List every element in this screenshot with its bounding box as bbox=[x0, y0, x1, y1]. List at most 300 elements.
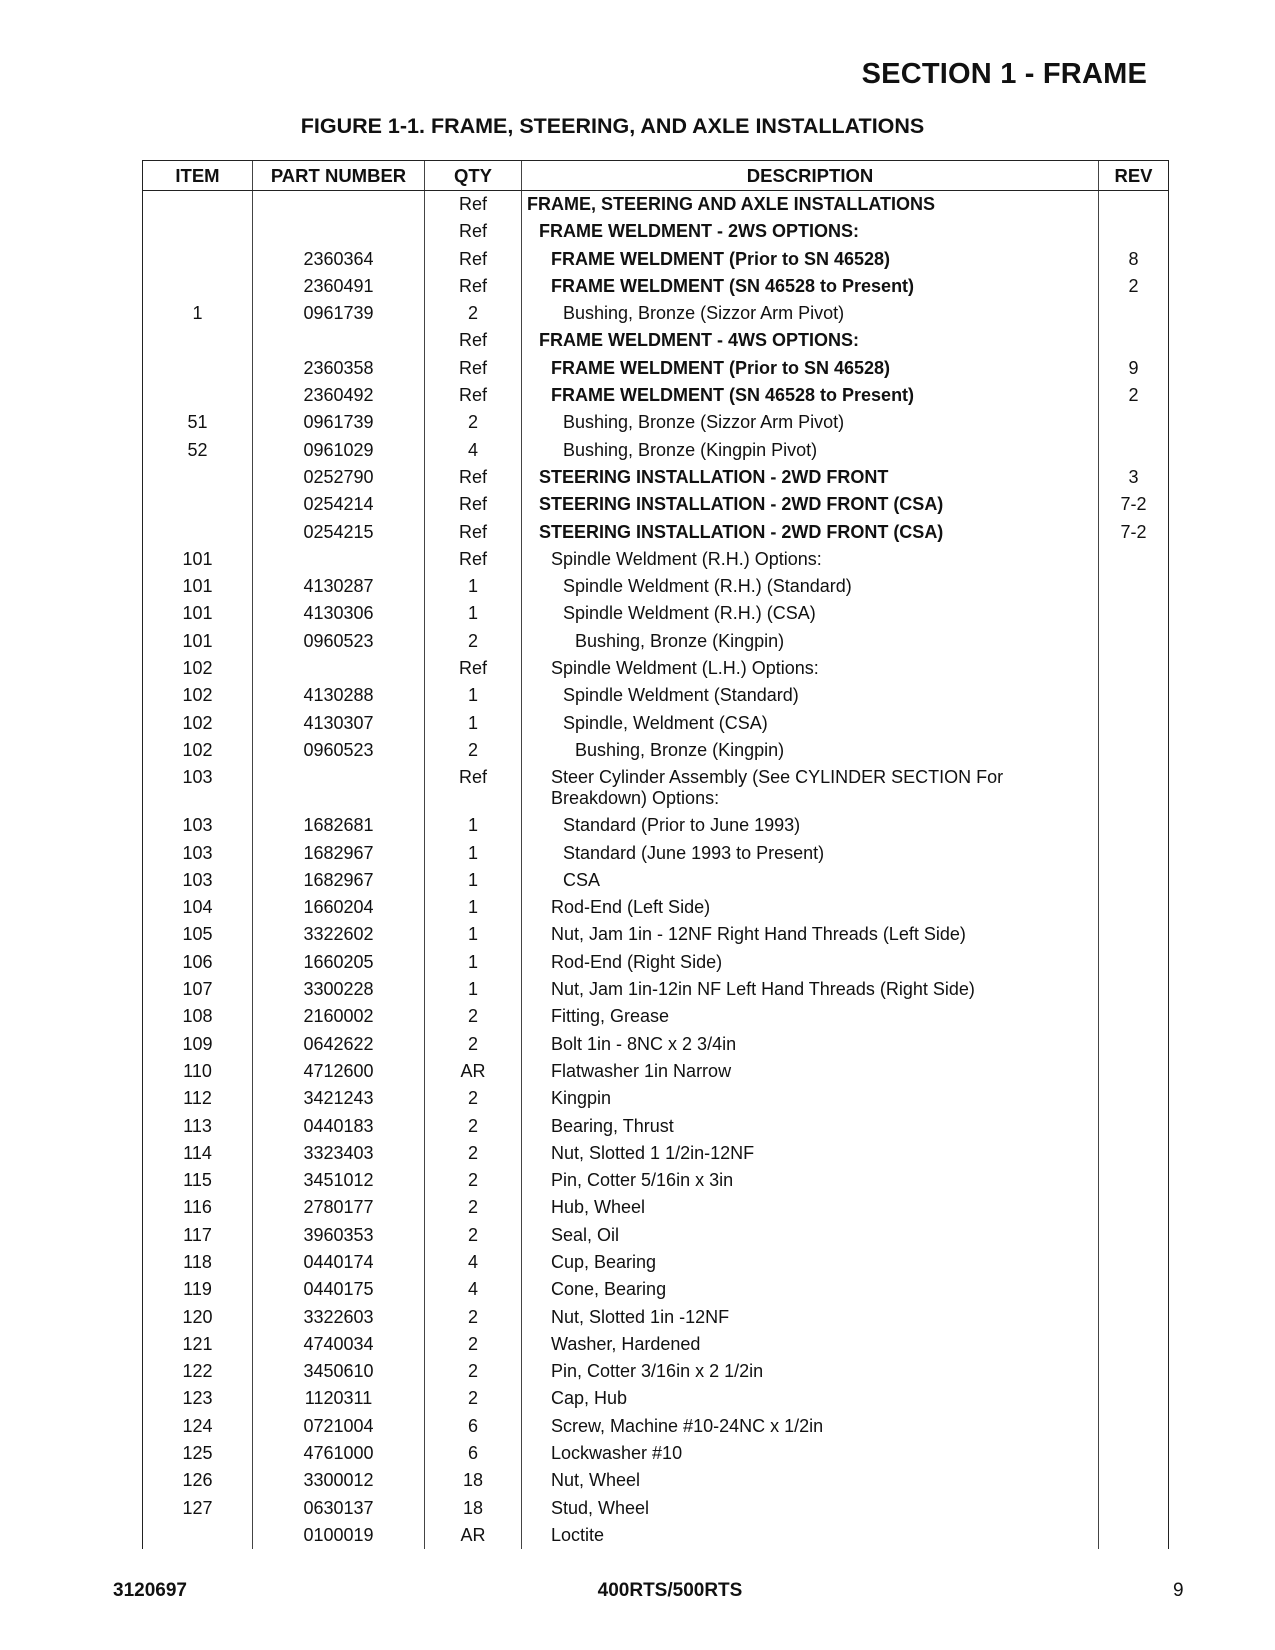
cell-qty: 1 bbox=[425, 867, 522, 894]
cell-part-number: 0960523 bbox=[253, 737, 425, 764]
cell-qty: Ref bbox=[425, 273, 522, 300]
cell-item: 117 bbox=[143, 1222, 253, 1249]
table-row bbox=[143, 894, 1168, 921]
cell-description: Screw, Machine #10-24NC x 1/2in bbox=[522, 1413, 1099, 1440]
cell-part-number: 0961739 bbox=[253, 409, 425, 436]
cell-rev bbox=[1099, 1140, 1168, 1167]
cell-rev bbox=[1099, 921, 1168, 948]
cell-description: FRAME WELDMENT (SN 46528 to Present) bbox=[522, 382, 1099, 409]
table-row bbox=[143, 628, 1168, 655]
cell-part-number: 1682681 bbox=[253, 812, 425, 839]
table-row bbox=[143, 976, 1168, 1003]
cell-part-number: 0961029 bbox=[253, 437, 425, 464]
cell-part-number: 3300228 bbox=[253, 976, 425, 1003]
cell-rev bbox=[1099, 1413, 1168, 1440]
cell-rev bbox=[1099, 1522, 1168, 1549]
cell-part-number: 1682967 bbox=[253, 840, 425, 867]
cell-item: 113 bbox=[143, 1113, 253, 1140]
cell-description: Standard (June 1993 to Present) bbox=[522, 840, 1099, 867]
cell-item: 51 bbox=[143, 409, 253, 436]
cell-rev: 7-2 bbox=[1120, 494, 1147, 515]
cell-rev: 7-2 bbox=[1120, 521, 1147, 542]
cell-qty: Ref bbox=[425, 655, 522, 682]
cell-qty: 18 bbox=[425, 1467, 522, 1494]
cell-qty: 6 bbox=[425, 1440, 522, 1467]
cell-description: FRAME WELDMENT - 2WS OPTIONS: bbox=[522, 218, 1099, 245]
cell-description: STEERING INSTALLATION - 2WD FRONT (CSA) bbox=[522, 491, 1099, 518]
parts-table bbox=[142, 160, 1169, 1549]
cell-qty: 1 bbox=[425, 976, 522, 1003]
table-row bbox=[143, 949, 1168, 976]
cell-qty: Ref bbox=[425, 464, 522, 491]
cell-description: Flatwasher 1in Narrow bbox=[522, 1058, 1099, 1085]
header-description: DESCRIPTION bbox=[522, 161, 1099, 190]
cell-qty: 2 bbox=[425, 628, 522, 655]
table-row bbox=[143, 437, 1168, 464]
cell-description: Bushing, Bronze (Sizzor Arm Pivot) bbox=[522, 409, 1099, 436]
table-row bbox=[143, 1304, 1168, 1331]
table-row bbox=[143, 1385, 1168, 1412]
cell-rev: 3 bbox=[1128, 466, 1139, 487]
table-row bbox=[143, 273, 1168, 300]
cell-qty: 2 bbox=[425, 1140, 522, 1167]
cell-description: Bushing, Bronze (Sizzor Arm Pivot) bbox=[522, 300, 1099, 327]
cell-item bbox=[143, 1522, 253, 1549]
cell-item: 123 bbox=[143, 1385, 253, 1412]
cell-description: STEERING INSTALLATION - 2WD FRONT (CSA) bbox=[522, 519, 1099, 546]
cell-rev bbox=[1099, 1440, 1168, 1467]
cell-item: 103 bbox=[143, 764, 253, 812]
table-row bbox=[143, 737, 1168, 764]
cell-description: CSA bbox=[522, 867, 1099, 894]
table-row bbox=[143, 464, 1168, 491]
cell-item bbox=[143, 382, 253, 409]
cell-rev: 8 bbox=[1128, 248, 1139, 269]
cell-item: 102 bbox=[143, 710, 253, 737]
cell-rev bbox=[1099, 682, 1168, 709]
cell-qty: 2 bbox=[425, 1113, 522, 1140]
table-row bbox=[143, 600, 1168, 627]
cell-rev: 2 bbox=[1128, 385, 1139, 406]
cell-rev bbox=[1099, 1113, 1168, 1140]
table-row bbox=[143, 300, 1168, 327]
cell-rev bbox=[1099, 949, 1168, 976]
cell-part-number: 1660205 bbox=[253, 949, 425, 976]
table-row bbox=[143, 867, 1168, 894]
cell-rev bbox=[1099, 976, 1168, 1003]
table-row bbox=[143, 1358, 1168, 1385]
table-row bbox=[143, 682, 1168, 709]
cell-rev bbox=[1099, 1358, 1168, 1385]
cell-rev bbox=[1099, 1003, 1168, 1030]
cell-rev bbox=[1099, 1467, 1168, 1494]
cell-rev bbox=[1099, 218, 1168, 245]
cell-rev bbox=[1099, 710, 1168, 737]
cell-description: FRAME WELDMENT (Prior to SN 46528) bbox=[522, 246, 1099, 273]
cell-item: 107 bbox=[143, 976, 253, 1003]
cell-item: 101 bbox=[143, 628, 253, 655]
cell-part-number: 0642622 bbox=[253, 1031, 425, 1058]
cell-part-number: 0440174 bbox=[253, 1249, 425, 1276]
cell-rev: 2 bbox=[1128, 275, 1139, 296]
cell-qty: 2 bbox=[425, 1003, 522, 1030]
footer-doc-number: 3120697 bbox=[113, 1580, 187, 1601]
cell-qty: 2 bbox=[425, 1385, 522, 1412]
table-row bbox=[143, 246, 1168, 273]
cell-rev bbox=[1099, 409, 1168, 436]
cell-rev bbox=[1099, 737, 1168, 764]
cell-rev bbox=[1099, 191, 1168, 218]
cell-item: 115 bbox=[143, 1167, 253, 1194]
cell-item bbox=[143, 246, 253, 273]
cell-description: Nut, Jam 1in-12in NF Left Hand Threads (Right Side) bbox=[522, 976, 1099, 1003]
cell-part-number: 4130288 bbox=[253, 682, 425, 709]
cell-item: 118 bbox=[143, 1249, 253, 1276]
table-row bbox=[143, 1194, 1168, 1221]
cell-part-number: 0961739 bbox=[253, 300, 425, 327]
cell-description: FRAME, STEERING AND AXLE INSTALLATIONS bbox=[522, 191, 1099, 218]
cell-description: Nut, Slotted 1in -12NF bbox=[522, 1304, 1099, 1331]
cell-part-number: 3451012 bbox=[253, 1167, 425, 1194]
table-row bbox=[143, 1140, 1168, 1167]
cell-rev bbox=[1099, 894, 1168, 921]
table-row bbox=[143, 1440, 1168, 1467]
cell-qty: 2 bbox=[425, 1031, 522, 1058]
cell-qty: Ref bbox=[425, 519, 522, 546]
cell-part-number: 3323403 bbox=[253, 1140, 425, 1167]
cell-qty: 18 bbox=[425, 1495, 522, 1522]
cell-description: Fitting, Grease bbox=[522, 1003, 1099, 1030]
cell-description: FRAME WELDMENT - 4WS OPTIONS: bbox=[522, 327, 1099, 354]
table-row bbox=[143, 812, 1168, 839]
section-title: SECTION 1 - FRAME bbox=[861, 58, 1147, 90]
cell-part-number: 2360358 bbox=[253, 355, 425, 382]
cell-item: 116 bbox=[143, 1194, 253, 1221]
cell-item bbox=[143, 491, 253, 518]
cell-item: 1 bbox=[143, 300, 253, 327]
cell-description: STEERING INSTALLATION - 2WD FRONT bbox=[522, 464, 1099, 491]
cell-qty: 2 bbox=[425, 737, 522, 764]
cell-description: Bushing, Bronze (Kingpin) bbox=[522, 737, 1099, 764]
table-row bbox=[143, 1495, 1168, 1522]
cell-part-number: 4712600 bbox=[253, 1058, 425, 1085]
cell-description: Spindle Weldment (R.H.) (CSA) bbox=[522, 600, 1099, 627]
table-row bbox=[143, 840, 1168, 867]
cell-item: 102 bbox=[143, 737, 253, 764]
cell-qty: 1 bbox=[425, 894, 522, 921]
header-qty: QTY bbox=[425, 161, 522, 190]
cell-item: 101 bbox=[143, 573, 253, 600]
header-item: ITEM bbox=[143, 161, 253, 190]
cell-rev bbox=[1099, 1031, 1168, 1058]
cell-part-number: 2360364 bbox=[253, 246, 425, 273]
table-row bbox=[143, 1467, 1168, 1494]
cell-part-number: 0252790 bbox=[253, 464, 425, 491]
cell-part-number: 0960523 bbox=[253, 628, 425, 655]
table-row bbox=[143, 1085, 1168, 1112]
cell-qty: 2 bbox=[425, 300, 522, 327]
cell-rev: 9 bbox=[1128, 357, 1139, 378]
table-row bbox=[143, 1058, 1168, 1085]
cell-description: Standard (Prior to June 1993) bbox=[522, 812, 1099, 839]
cell-item: 119 bbox=[143, 1276, 253, 1303]
cell-part-number: 0254214 bbox=[253, 491, 425, 518]
cell-rev bbox=[1099, 1276, 1168, 1303]
cell-rev bbox=[1099, 655, 1168, 682]
cell-qty: Ref bbox=[425, 327, 522, 354]
cell-qty: Ref bbox=[425, 191, 522, 218]
cell-rev bbox=[1099, 300, 1168, 327]
cell-description: Washer, Hardened bbox=[522, 1331, 1099, 1358]
table-row bbox=[143, 1031, 1168, 1058]
table-row bbox=[143, 519, 1168, 546]
cell-description: Pin, Cotter 5/16in x 3in bbox=[522, 1167, 1099, 1194]
cell-part-number: 4130287 bbox=[253, 573, 425, 600]
table-row bbox=[143, 355, 1168, 382]
cell-item: 112 bbox=[143, 1085, 253, 1112]
table-row bbox=[143, 1113, 1168, 1140]
cell-rev bbox=[1099, 600, 1168, 627]
cell-item: 127 bbox=[143, 1495, 253, 1522]
cell-item: 101 bbox=[143, 600, 253, 627]
cell-part-number: 3960353 bbox=[253, 1222, 425, 1249]
cell-rev bbox=[1099, 1331, 1168, 1358]
cell-item bbox=[143, 519, 253, 546]
cell-part-number: 3300012 bbox=[253, 1467, 425, 1494]
cell-rev bbox=[1099, 1194, 1168, 1221]
cell-qty: 1 bbox=[425, 710, 522, 737]
cell-part-number: 4761000 bbox=[253, 1440, 425, 1467]
cell-rev bbox=[1099, 573, 1168, 600]
cell-part-number bbox=[253, 191, 425, 218]
cell-part-number: 4740034 bbox=[253, 1331, 425, 1358]
footer-page-number: 9 bbox=[1173, 1580, 1184, 1601]
cell-qty: 2 bbox=[425, 1304, 522, 1331]
cell-item: 114 bbox=[143, 1140, 253, 1167]
cell-part-number: 0630137 bbox=[253, 1495, 425, 1522]
cell-part-number: 2780177 bbox=[253, 1194, 425, 1221]
cell-item: 104 bbox=[143, 894, 253, 921]
cell-item bbox=[143, 327, 253, 354]
cell-description: Steer Cylinder Assembly (See CYLINDER SECTION For Breakdown) Options: bbox=[522, 764, 1099, 812]
cell-part-number: 4130307 bbox=[253, 710, 425, 737]
table-row bbox=[143, 1331, 1168, 1358]
cell-item: 101 bbox=[143, 546, 253, 573]
table-row bbox=[143, 191, 1168, 218]
cell-description: Hub, Wheel bbox=[522, 1194, 1099, 1221]
table-row bbox=[143, 1413, 1168, 1440]
cell-qty: 2 bbox=[425, 1194, 522, 1221]
cell-item bbox=[143, 355, 253, 382]
table-row bbox=[143, 710, 1168, 737]
cell-rev bbox=[1099, 1058, 1168, 1085]
cell-qty: 2 bbox=[425, 1222, 522, 1249]
cell-description: Cup, Bearing bbox=[522, 1249, 1099, 1276]
cell-qty: Ref bbox=[425, 355, 522, 382]
cell-qty: Ref bbox=[425, 491, 522, 518]
cell-part-number: 3322602 bbox=[253, 921, 425, 948]
cell-rev bbox=[1099, 1249, 1168, 1276]
cell-item: 103 bbox=[143, 867, 253, 894]
cell-part-number: 1660204 bbox=[253, 894, 425, 921]
cell-item bbox=[143, 273, 253, 300]
figure-title: FIGURE 1-1. FRAME, STEERING, AND AXLE INSTALLATIONS bbox=[300, 114, 925, 138]
cell-qty: 1 bbox=[425, 682, 522, 709]
cell-description: Bearing, Thrust bbox=[522, 1113, 1099, 1140]
table-row bbox=[143, 382, 1168, 409]
cell-item: 109 bbox=[143, 1031, 253, 1058]
cell-item: 110 bbox=[143, 1058, 253, 1085]
cell-item bbox=[143, 218, 253, 245]
cell-qty: Ref bbox=[425, 246, 522, 273]
cell-part-number: 0440183 bbox=[253, 1113, 425, 1140]
cell-part-number: 3450610 bbox=[253, 1358, 425, 1385]
table-row bbox=[143, 573, 1168, 600]
cell-description: Kingpin bbox=[522, 1085, 1099, 1112]
table-row bbox=[143, 764, 1168, 812]
cell-part-number bbox=[253, 218, 425, 245]
table-row bbox=[143, 1222, 1168, 1249]
table-row bbox=[143, 1003, 1168, 1030]
cell-qty: 2 bbox=[425, 1085, 522, 1112]
cell-description: Cone, Bearing bbox=[522, 1276, 1099, 1303]
table-row bbox=[143, 921, 1168, 948]
cell-rev bbox=[1099, 1222, 1168, 1249]
cell-item: 122 bbox=[143, 1358, 253, 1385]
cell-item: 126 bbox=[143, 1467, 253, 1494]
cell-part-number: 2360491 bbox=[253, 273, 425, 300]
cell-item: 105 bbox=[143, 921, 253, 948]
cell-qty: 4 bbox=[425, 437, 522, 464]
cell-qty: 1 bbox=[425, 921, 522, 948]
cell-rev bbox=[1099, 764, 1168, 812]
cell-description: Nut, Wheel bbox=[522, 1467, 1099, 1494]
cell-part-number bbox=[253, 546, 425, 573]
table-row bbox=[143, 546, 1168, 573]
cell-qty: 6 bbox=[425, 1413, 522, 1440]
cell-description: Nut, Jam 1in - 12NF Right Hand Threads (Left Side) bbox=[522, 921, 1099, 948]
cell-part-number: 4130306 bbox=[253, 600, 425, 627]
cell-qty: 1 bbox=[425, 573, 522, 600]
cell-part-number: 3322603 bbox=[253, 1304, 425, 1331]
footer-model: 400RTS/500RTS bbox=[597, 1580, 743, 1601]
table-body bbox=[143, 191, 1168, 1549]
cell-item: 120 bbox=[143, 1304, 253, 1331]
cell-qty: 2 bbox=[425, 1331, 522, 1358]
cell-item: 102 bbox=[143, 655, 253, 682]
cell-description: Seal, Oil bbox=[522, 1222, 1099, 1249]
cell-qty: Ref bbox=[425, 218, 522, 245]
cell-description: Rod-End (Right Side) bbox=[522, 949, 1099, 976]
cell-description: Stud, Wheel bbox=[522, 1495, 1099, 1522]
cell-qty: AR bbox=[425, 1522, 522, 1549]
cell-description: Nut, Slotted 1 1/2in-12NF bbox=[522, 1140, 1099, 1167]
table-row bbox=[143, 218, 1168, 245]
cell-description: Bushing, Bronze (Kingpin) bbox=[522, 628, 1099, 655]
cell-item bbox=[143, 464, 253, 491]
header-rev: REV bbox=[1114, 165, 1153, 186]
cell-description: Spindle Weldment (R.H.) Options: bbox=[522, 546, 1099, 573]
cell-part-number bbox=[253, 655, 425, 682]
table-row bbox=[143, 655, 1168, 682]
cell-item bbox=[143, 191, 253, 218]
table-row bbox=[143, 1167, 1168, 1194]
cell-rev bbox=[1099, 628, 1168, 655]
cell-part-number: 0440175 bbox=[253, 1276, 425, 1303]
cell-qty: 1 bbox=[425, 600, 522, 627]
cell-item: 108 bbox=[143, 1003, 253, 1030]
cell-description: Rod-End (Left Side) bbox=[522, 894, 1099, 921]
table-row bbox=[143, 491, 1168, 518]
cell-rev bbox=[1099, 1385, 1168, 1412]
cell-description: Bushing, Bronze (Kingpin Pivot) bbox=[522, 437, 1099, 464]
cell-part-number: 0254215 bbox=[253, 519, 425, 546]
cell-description: Bolt 1in - 8NC x 2 3/4in bbox=[522, 1031, 1099, 1058]
cell-qty: 4 bbox=[425, 1276, 522, 1303]
cell-rev bbox=[1099, 437, 1168, 464]
cell-item: 106 bbox=[143, 949, 253, 976]
cell-part-number: 0100019 bbox=[253, 1522, 425, 1549]
header-part-number: PART NUMBER bbox=[253, 161, 425, 190]
cell-part-number: 3421243 bbox=[253, 1085, 425, 1112]
cell-rev bbox=[1099, 1304, 1168, 1331]
cell-description: FRAME WELDMENT (SN 46528 to Present) bbox=[522, 273, 1099, 300]
cell-item: 121 bbox=[143, 1331, 253, 1358]
cell-description: Spindle Weldment (Standard) bbox=[522, 682, 1099, 709]
cell-part-number: 1120311 bbox=[253, 1385, 425, 1412]
cell-rev bbox=[1099, 1085, 1168, 1112]
cell-rev bbox=[1099, 867, 1168, 894]
table-header bbox=[143, 160, 1168, 191]
cell-part-number: 2160002 bbox=[253, 1003, 425, 1030]
cell-qty: AR bbox=[425, 1058, 522, 1085]
cell-item: 102 bbox=[143, 682, 253, 709]
cell-qty: 1 bbox=[425, 840, 522, 867]
cell-description: FRAME WELDMENT (Prior to SN 46528) bbox=[522, 355, 1099, 382]
cell-qty: Ref bbox=[425, 382, 522, 409]
cell-description: Loctite bbox=[522, 1522, 1099, 1549]
cell-qty: 1 bbox=[425, 949, 522, 976]
cell-description: Spindle Weldment (R.H.) (Standard) bbox=[522, 573, 1099, 600]
cell-part-number bbox=[253, 764, 425, 812]
cell-part-number bbox=[253, 327, 425, 354]
cell-item: 124 bbox=[143, 1413, 253, 1440]
cell-item: 103 bbox=[143, 812, 253, 839]
cell-qty: 4 bbox=[425, 1249, 522, 1276]
cell-part-number: 2360492 bbox=[253, 382, 425, 409]
cell-description: Spindle Weldment (L.H.) Options: bbox=[522, 655, 1099, 682]
cell-item: 52 bbox=[143, 437, 253, 464]
table-row bbox=[143, 1276, 1168, 1303]
table-row bbox=[143, 1522, 1168, 1549]
cell-rev bbox=[1099, 840, 1168, 867]
cell-item: 103 bbox=[143, 840, 253, 867]
cell-qty: Ref bbox=[425, 546, 522, 573]
cell-qty: 2 bbox=[425, 1358, 522, 1385]
table-row bbox=[143, 327, 1168, 354]
cell-description: Lockwasher #10 bbox=[522, 1440, 1099, 1467]
cell-description: Cap, Hub bbox=[522, 1385, 1099, 1412]
cell-qty: 2 bbox=[425, 409, 522, 436]
cell-description: Spindle, Weldment (CSA) bbox=[522, 710, 1099, 737]
cell-qty: Ref bbox=[425, 764, 522, 812]
table-row bbox=[143, 409, 1168, 436]
cell-rev bbox=[1099, 1495, 1168, 1522]
cell-part-number: 1682967 bbox=[253, 867, 425, 894]
table-row bbox=[143, 1249, 1168, 1276]
cell-qty: 2 bbox=[425, 1167, 522, 1194]
cell-rev bbox=[1099, 812, 1168, 839]
